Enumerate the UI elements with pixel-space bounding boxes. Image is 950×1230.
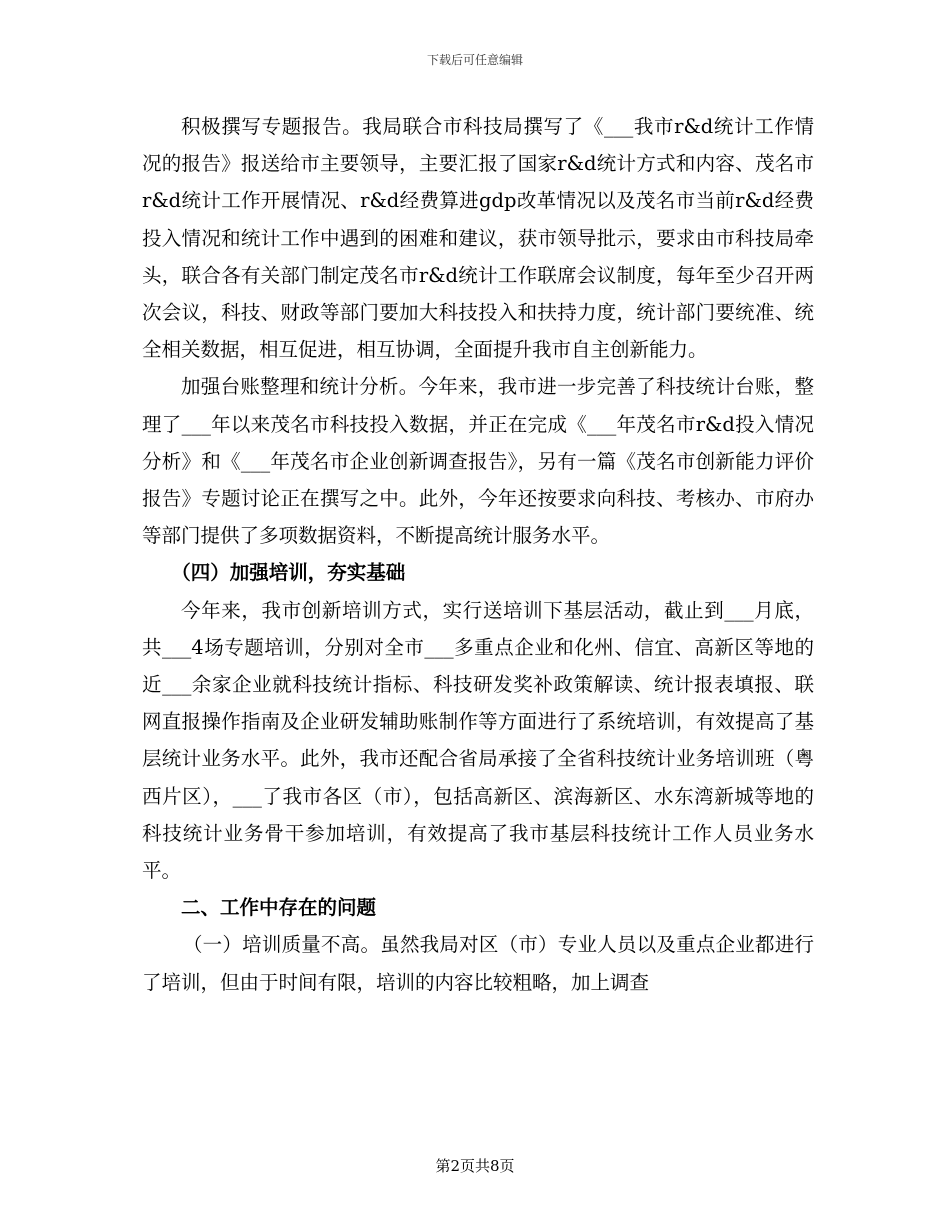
paragraph-problem-1: （一）培训质量不高。虽然我局对区（市）专业人员以及重点企业都进行了培训，但由于时间有限，培训的内容比较粗略，加上调查 (142, 933, 814, 994)
page-number: 第2页共8页 (435, 1157, 515, 1175)
document-body (142, 108, 814, 1001)
section-heading-problems: 二、工作中存在的问题 (181, 896, 377, 920)
paragraph-report: 积极撰写专题报告。我局联合市科技局撰写了《___我市r&d统计工作情况的报告》报送给市主要领导，主要汇报了国家r&d统计方式和内容、茂名市r&d统计工作开展情况、r&d经费算进gdp改革情况以及茂名市当前r&d经费投入情况和统计工作中遇到的困难和建议，获市领导批示，要求由市科技局牵头，联合各有关部门制定茂名市r&d统计工作联席会议制度，每年至少召开两次会议，科技、财政等部门要加大科技投入和扶持力度，统计部门要统准、统全相关数据，相互促进，相互协调，全面提升我市自主创新能力。 (142, 115, 814, 362)
paragraph-training: 今年来，我市创新培训方式，实行送培训下基层活动，截止到___月底，共___4场专题培训，分别对全市___多重点企业和化州、信宜、高新区等地的近___余家企业就科技统计指标、科技研发奖补政策解读、统计报表填报、联网直报操作指南及企业研发辅助账制作等方面进行了系统培训，有效提高了基层统计业务水平。此外，我市还配合省局承接了全省科技统计业务培训班（粤西片区），___了我市各区（市），包括高新区、滨海新区、水东湾新城等地的科技统计业务骨干参加培训，有效提高了我市基层科技统计工作人员业务水平。 (142, 598, 814, 883)
page-header: 下载后可任意编辑 (426, 53, 523, 67)
section-heading-training: （四）加强培训，夯实基础 (171, 561, 406, 585)
paragraph-ledger: 加强台账整理和统计分析。今年来，我市进一步完善了科技统计台账，整理了___年以来茂名市科技投入数据，并正在完成《___年茂名市r&d投入情况分析》和《___年茂名市企业创新调查报告》，另有一篇《茂名市创新能力评价报告》专题讨论正在撰写之中。此外，今年还按要求向科技、考核办、市府办等部门提供了多项数据资料，不断提高统计服务水平。 (142, 375, 814, 548)
